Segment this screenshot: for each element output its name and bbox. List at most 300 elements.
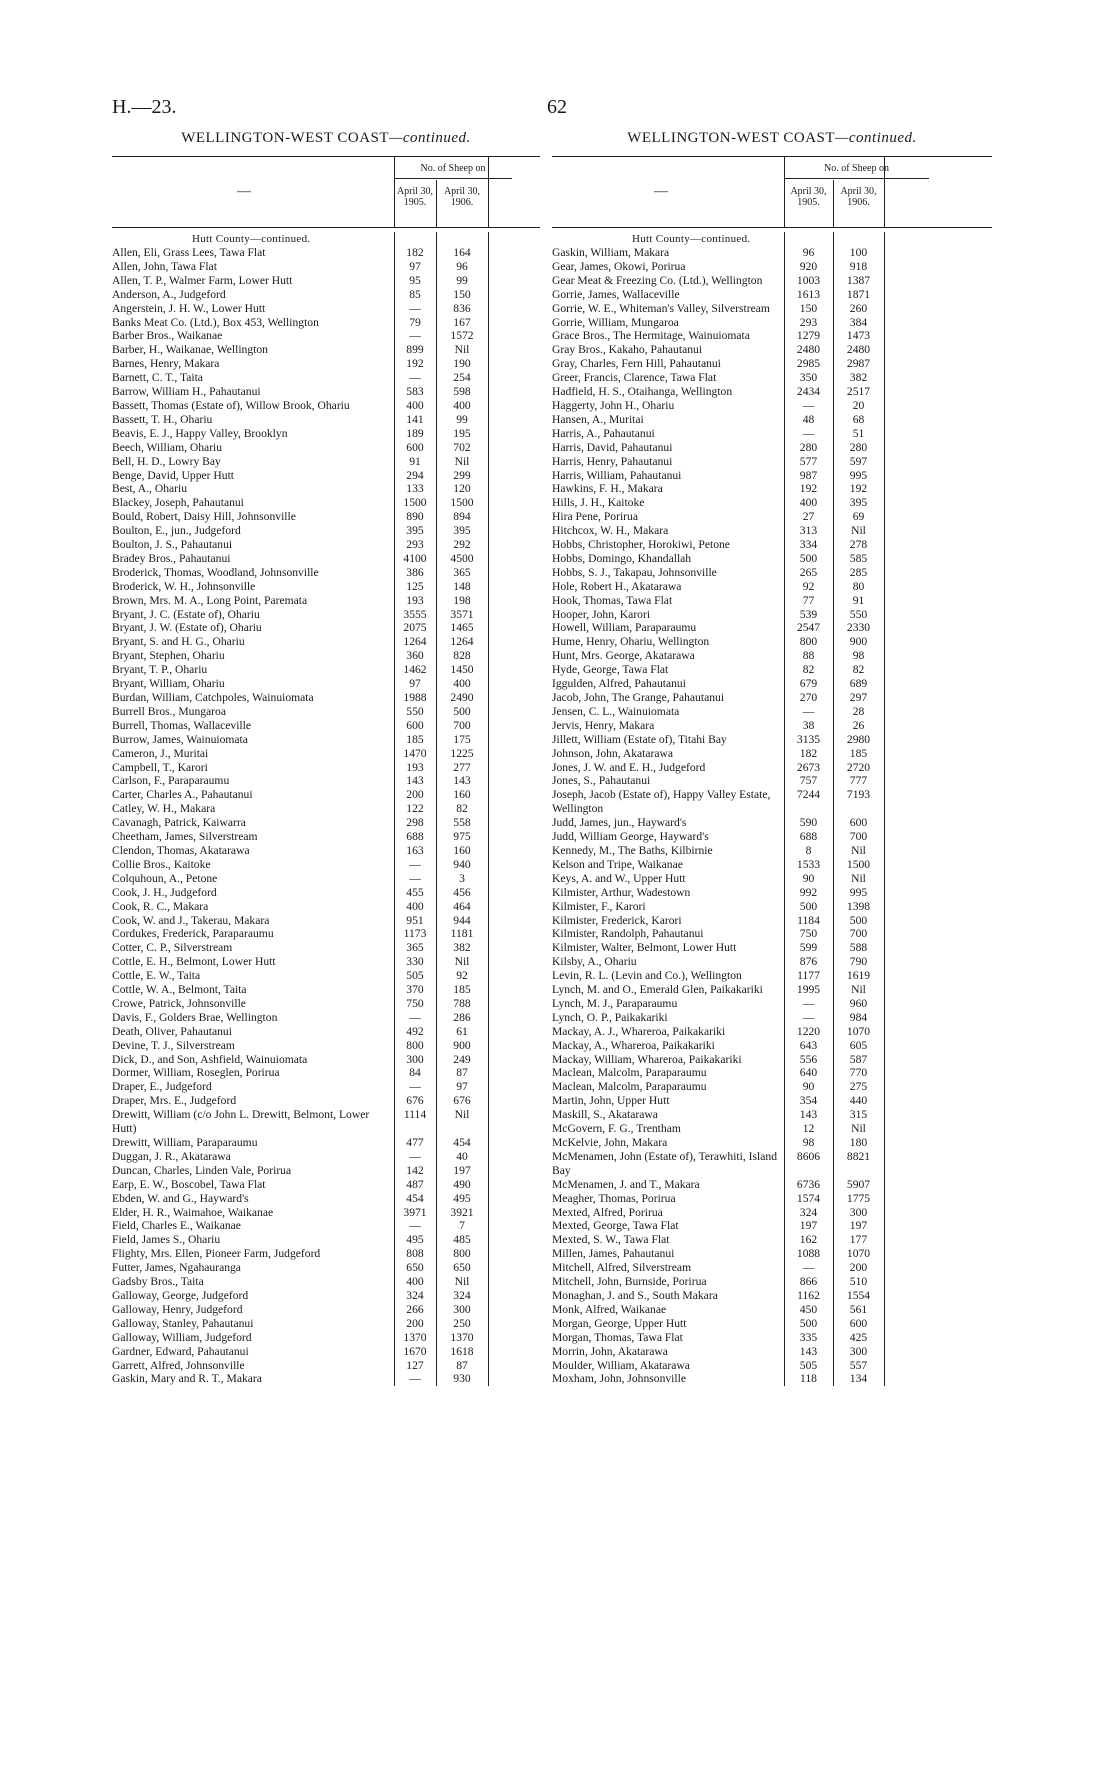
sheep-1906: 382 [453,941,471,955]
owner-name: Galloway, Henry, Judgeford [112,1302,243,1316]
table-row [112,1359,540,1373]
owner-name: Judd, James, jun., Hayward's [552,816,687,830]
sheep-1906: 425 [849,1330,868,1344]
sheep-1906: 557 [849,1358,868,1372]
sheep-1906: Nil [851,983,866,997]
owner-name: Bryant, Stephen, Ohariu [112,649,225,663]
owner-name: Keys, A. and W., Upper Hutt [552,871,686,885]
sheep-1906: 7 [459,1219,465,1233]
sheep-1905: 8606 [796,1149,821,1163]
sheep-1905: 1470 [403,746,427,760]
owner-name: Barber, H., Waikanae, Wellington [112,343,268,357]
sheep-1906: 1473 [846,329,871,343]
sheep-1906: 20 [852,398,865,412]
sheep-1905: 556 [799,1052,818,1066]
table-row [552,1247,992,1261]
table-row [552,747,992,761]
sheep-1906: 1619 [846,969,871,983]
table-row [552,844,992,858]
sheep-1905: 1500 [403,496,427,510]
owner-name: Gaskin, William, Makara [552,246,670,259]
owner-name: Galloway, George, Judgeford [112,1288,249,1302]
sheep-1905: — [409,1372,421,1386]
sheep-1906: 894 [453,510,471,524]
sheep-1906: 2480 [846,343,871,357]
sheep-1906: 510 [849,1275,868,1289]
table-row [112,524,540,538]
sheep-1905: 750 [406,996,424,1010]
owner-name: Anderson, A., Judgeford [112,287,226,301]
table-row [112,830,540,844]
sheep-1906: 2720 [846,760,871,774]
table-row [552,1025,992,1039]
sheep-1905: 97 [409,259,421,273]
sheep-1906: 300 [849,1344,868,1358]
sheep-1905: 370 [406,983,424,997]
owner-name: Hyde, George, Tawa Flat [552,663,669,677]
owner-name: Brown, Mrs. M. A., Long Point, Paremata [112,593,308,607]
sheep-1905: 600 [406,718,424,732]
sheep-1905: 79 [409,315,421,329]
table-row [112,914,540,928]
table-row [552,635,992,649]
owner-name: Cottle, E. W., Taita [112,969,201,983]
owner-name: Cottle, W. A., Belmont, Taita [112,983,247,997]
owner-name: Dick, D., and Son, Ashfield, Wainuiomata [112,1052,308,1066]
owner-name: Kelson and Tripe, Waikanae [552,857,683,871]
sheep-1905: 163 [406,843,424,857]
table-row [552,496,992,510]
owner-name: Field, Charles E., Waikanae [112,1219,241,1233]
right-county-heading: Hutt County—continued. [632,233,751,245]
sheep-1905: 920 [799,259,818,273]
sheep-1906: 5907 [846,1177,871,1191]
sheep-1905: 3555 [403,607,427,621]
owner-name: Draper, Mrs. E., Judgeford [112,1094,237,1108]
table-row [552,677,992,691]
table-row [552,1372,992,1386]
sheep-1905: 125 [406,579,424,593]
owner-name: Duggan, J. R., Akatarawa [112,1149,231,1163]
sheep-1906: 454 [453,1136,471,1149]
table-row [112,1317,540,1331]
sheep-1906: 2490 [450,691,474,704]
table-row [112,1108,540,1136]
sheep-1906: 700 [453,718,471,732]
table-row [112,691,540,705]
sheep-1905: 90 [802,871,815,885]
sheep-1905: 182 [799,746,818,760]
sheep-1905: 354 [799,1094,818,1108]
sheep-1906: 97 [456,1080,468,1094]
sheep-1905: 3971 [403,1205,427,1219]
sheep-1906: 120 [453,482,471,496]
sheep-1906: 69 [852,510,865,524]
sheep-1906: 3571 [450,607,474,621]
sheep-1906: 324 [453,1288,471,1302]
owner-name: Mitchell, Alfred, Silverstream [552,1261,692,1275]
table-row [552,329,992,343]
sheep-1906: 700 [849,927,868,941]
owner-name: Bryant, William, Ohariu [112,677,225,691]
table-row [112,455,540,469]
owner-name: Bryant, T. P., Ohariu [112,663,208,677]
table-row [552,1011,992,1025]
sheep-1905: 757 [799,774,818,788]
sheep-1905: 643 [799,1038,818,1052]
sheep-1906: 2517 [846,385,871,399]
table-row [112,941,540,955]
sheep-1906: 485 [453,1233,471,1247]
sheep-1905: 500 [799,899,818,913]
sheep-1905: 265 [799,565,818,579]
table-row [112,927,540,941]
owner-name: Elder, H. R., Waimahoe, Waikanae [112,1205,274,1219]
sheep-1905: 583 [406,385,424,399]
table-row [112,274,540,288]
table-row [552,1261,992,1275]
sheep-1906: 82 [456,802,468,816]
owner-name: Maskill, S., Akatarawa [552,1108,658,1122]
sheep-1906: 550 [849,607,868,621]
sheep-1905: 500 [799,551,818,565]
sheep-1905: 360 [406,649,424,663]
sheep-1905: — [409,371,421,385]
table-row [552,761,992,775]
table-row [112,886,540,900]
sheep-1906: 96 [456,259,468,273]
sheep-1905: 193 [406,760,424,774]
sheep-1905: 455 [406,885,424,899]
owner-name: Monk, Alfred, Waikanae [552,1302,667,1316]
sheep-1905: 266 [406,1302,424,1316]
table-row [552,1150,992,1178]
table-row [552,1206,992,1220]
owner-name: Dormer, William, Roseglen, Porirua [112,1066,280,1080]
sheep-1905: 85 [409,287,421,301]
sheep-1906: 588 [849,941,868,955]
sheep-1905: 1173 [403,927,427,941]
owner-name: Gear Meat & Freezing Co. (Ltd.), Wellington [552,273,763,287]
sheep-1905: 38 [802,718,815,732]
sheep-1906: 167 [453,315,471,329]
table-row [112,802,540,816]
sheep-1906: 198 [453,593,471,607]
table-row [552,719,992,733]
sheep-1906: 490 [453,1177,471,1191]
owner-name: Boulton, J. S., Pahautanui [112,538,233,552]
table-row [552,983,992,997]
sheep-1906: 975 [453,830,471,844]
sheep-1905: 141 [406,412,424,426]
sheep-1905: 6736 [796,1177,821,1191]
owner-name: Burrell Bros., Mungaroa [112,704,226,718]
table-row [552,594,992,608]
sheep-1906: 143 [453,774,471,788]
sheep-1905: 189 [406,426,424,440]
table-row [112,816,540,830]
owner-name: Harris, Henry, Pahautanui [552,454,673,468]
sheep-1906: 1450 [450,663,474,677]
table-row [112,635,540,649]
owner-name: Allen, Eli, Grass Lees, Tawa Flat [112,246,266,259]
owner-name: Millen, James, Pahautanui [552,1247,675,1261]
right-year2-header: April 30, 1906. [840,186,877,208]
owner-name: Barnes, Henry, Makara [112,357,220,371]
sheep-1906: 254 [453,371,471,385]
table-row [112,1025,540,1039]
table-row [112,844,540,858]
table-row [552,1303,992,1317]
sheep-1906: 777 [849,774,868,788]
sheep-1905: 293 [406,538,424,552]
table-row [112,983,540,997]
table-row [552,482,992,496]
owner-name: Bell, H. D., Lowry Bay [112,454,221,468]
owner-name: Mexted, Alfred, Porirua [552,1205,663,1219]
table-row [112,302,540,316]
owner-name: Burrow, James, Wainuiomata [112,732,248,746]
sheep-1905: 1462 [403,663,427,677]
sheep-1906: 585 [849,551,868,565]
sheep-1906: Nil [851,524,866,538]
sheep-1906: 190 [453,357,471,371]
owner-name: Harris, William, Pahautanui [552,468,682,482]
sheep-1906: 277 [453,760,471,774]
sheep-1905: 2673 [796,760,821,774]
sheep-1905: — [409,329,421,343]
sheep-1906: 598 [453,385,471,399]
left-section-title: WELLINGTON-WEST COAST—continued. [181,130,471,146]
owner-name: Cameron, J., Muritai [112,746,209,760]
owner-name: Clendon, Thomas, Akatarawa [112,843,250,857]
sheep-1906: 275 [849,1080,868,1094]
owner-name: Boulton, E., jun., Judgeford [112,524,241,538]
owner-name: Maclean, Malcolm, Paraparaumu [552,1080,707,1094]
sheep-1905: 142 [406,1163,424,1177]
table-row [552,371,992,385]
owner-name: Best, A., Ohariu [112,482,188,496]
sheep-1905: 400 [406,899,424,913]
table-row [112,343,540,357]
sheep-1905: 300 [406,1052,424,1066]
sheep-1905: 676 [406,1094,424,1108]
sheep-1906: 689 [849,677,868,691]
left-column [112,130,540,1386]
sheep-1905: 324 [406,1288,424,1302]
sheep-1905: 450 [799,1302,818,1316]
table-row [552,455,992,469]
left-name-column-header: — [237,184,251,199]
owner-name: Bould, Robert, Daisy Hill, Johnsonville [112,510,296,524]
sheep-1905: 1988 [403,691,427,704]
table-row [552,649,992,663]
table-row [552,927,992,941]
sheep-1905: 324 [799,1205,818,1219]
table-row [552,705,992,719]
owner-name: Flighty, Mrs. Ellen, Pioneer Farm, Judgeford [112,1247,321,1261]
sheep-1906: 790 [849,955,868,969]
table-row [552,872,992,886]
sheep-1905: 197 [799,1219,818,1233]
sheep-1906: 1871 [846,287,871,301]
table-row [552,399,992,413]
sheep-1905: — [802,426,815,440]
table-row [552,274,992,288]
table-row [112,1150,540,1164]
sheep-1906: 7193 [846,788,871,802]
sheep-1906: 197 [849,1219,868,1233]
left-year1-header: April 30, 1905. [396,186,434,208]
sheep-1906: 87 [456,1358,468,1372]
sheep-1905: 2075 [403,621,427,635]
sheep-1905: 2480 [796,343,821,357]
table-row [112,538,540,552]
owner-name: Drewitt, William, Paraparaumu [112,1136,258,1149]
sheep-1905: 127 [406,1358,424,1372]
sheep-1905: 98 [802,1136,815,1149]
sheep-1905: 876 [799,955,818,969]
sheep-1905: 1370 [403,1330,427,1344]
sheep-1905: 8 [805,843,812,857]
sheep-1905: 96 [802,246,815,259]
owner-name: Drewitt, William (c/o John L. Drewitt, Belmont, Lower Hutt) [112,1108,370,1136]
table-row [552,343,992,357]
sheep-1905: 280 [799,440,818,454]
table-row [552,580,992,594]
sheep-1906: 87 [456,1066,468,1080]
sheep-1906: 1554 [846,1288,871,1302]
table-row [552,1345,992,1359]
owner-name: Bassett, T. H., Ohariu [112,412,213,426]
sheep-1905: 182 [406,246,424,259]
owner-name: Catley, W. H., Makara [112,802,216,816]
sheep-1906: Nil [454,454,470,468]
sheep-1906: 91 [852,593,865,607]
sheep-1905: 1533 [796,857,821,871]
owner-name: Hume, Henry, Ohariu, Wellington [552,635,710,649]
sheep-1905: 192 [406,357,424,371]
sheep-1905: 400 [406,398,424,412]
sheep-1906: 99 [456,273,468,287]
sheep-1905: 88 [802,649,815,663]
sheep-1906: 92 [456,969,468,983]
owner-name: Howell, William, Paraparaumu [552,621,697,635]
sheep-1905: 1613 [796,287,821,301]
owner-name: Gadsby Bros., Taita [112,1275,204,1289]
table-row [552,1136,992,1150]
owner-name: Cavanagh, Patrick, Kaiwarra [112,816,246,830]
table-row [112,1206,540,1220]
table-row [552,830,992,844]
owner-name: Futter, James, Ngahauranga [112,1261,241,1275]
sheep-1906: 40 [456,1149,468,1163]
owner-name: Earp, E. W., Boscobel, Tawa Flat [112,1177,266,1191]
sheep-1906: 134 [849,1372,868,1386]
owner-name: Blackey, Joseph, Pahautanui [112,496,244,510]
owner-name: McKelvie, John, Makara [552,1136,668,1149]
table-row [112,1178,540,1192]
sheep-1906: 99 [456,412,468,426]
owner-name: Haggerty, John H., Ohariu [552,398,675,412]
owner-name: Beech, William, Ohariu [112,440,223,454]
sheep-1905: 270 [799,691,818,704]
table-row [112,1331,540,1345]
table-row [112,399,540,413]
owner-name: Cotter, C. P., Silverstream [112,941,233,955]
owner-name: Hawkins, F. H., Makara [552,482,663,496]
table-row [552,733,992,747]
owner-name: Monaghan, J. and S., South Makara [552,1288,718,1302]
owner-name: Cordukes, Frederick, Paraparaumu [112,927,274,941]
sheep-1905: — [409,857,421,871]
table-row [552,914,992,928]
sheep-1905: 335 [799,1330,818,1344]
owner-name: Mackay, William, Whareroa, Paikakariki [552,1052,742,1066]
sheep-1906: 285 [849,565,868,579]
sheep-1906: Nil [851,871,866,885]
table-row [552,427,992,441]
sheep-1906: 315 [849,1108,868,1122]
owner-name: Hook, Thomas, Tawa Flat [552,593,673,607]
owner-name: Carter, Charles A., Pahautanui [112,788,253,802]
table-row [552,621,992,635]
sheep-1906: 495 [453,1191,471,1205]
sheep-1906: 28 [852,704,865,718]
sheep-1905: — [409,301,421,315]
owner-name: Lynch, O. P., Paikakariki [552,1010,668,1024]
owner-name: McGovern, F. G., Trentham [552,1122,681,1136]
sheep-1906: 250 [453,1316,471,1330]
sheep-1906: 400 [453,398,471,412]
sheep-1906: 3 [459,871,465,885]
table-row [112,246,540,260]
sheep-1906: 286 [453,1010,471,1024]
table-row [112,608,540,622]
sheep-1905: 7244 [796,788,821,802]
owner-name: Cook, W. and J., Takerau, Makara [112,913,270,927]
table-row [112,1053,540,1067]
table-row [552,788,992,816]
sheep-1905: 800 [406,1038,424,1052]
sheep-1906: 160 [453,788,471,802]
table-row [552,1219,992,1233]
sheep-1905: 577 [799,454,818,468]
table-row [112,1039,540,1053]
owner-name: Broderick, W. H., Johnsonville [112,579,256,593]
sheep-1906: 382 [849,371,868,385]
table-row [112,566,540,580]
sheep-1905: 4100 [403,551,427,565]
owner-name: Hobbs, Domingo, Khandallah [552,551,692,565]
sheep-1906: 464 [453,899,471,913]
sheep-1905: 334 [799,538,818,552]
sheep-1905: 1114 [403,1108,427,1122]
owner-name: Beavis, E. J., Happy Valley, Brooklyn [112,426,288,440]
table-row [112,260,540,274]
sheep-1905: 505 [799,1358,818,1372]
sheep-1905: 91 [409,454,421,468]
sheep-1906: Nil [454,343,470,357]
table-row [552,858,992,872]
owner-name: Kennedy, M., The Baths, Kilbirnie [552,843,713,857]
sheep-1905: 48 [802,412,815,426]
sheep-1906: 960 [849,996,868,1010]
sheep-1906: 558 [453,816,471,830]
owner-name: Kilmister, Randolph, Pahautanui [552,927,704,941]
sheep-1906: 828 [453,649,471,663]
sheep-1905: 193 [406,593,424,607]
